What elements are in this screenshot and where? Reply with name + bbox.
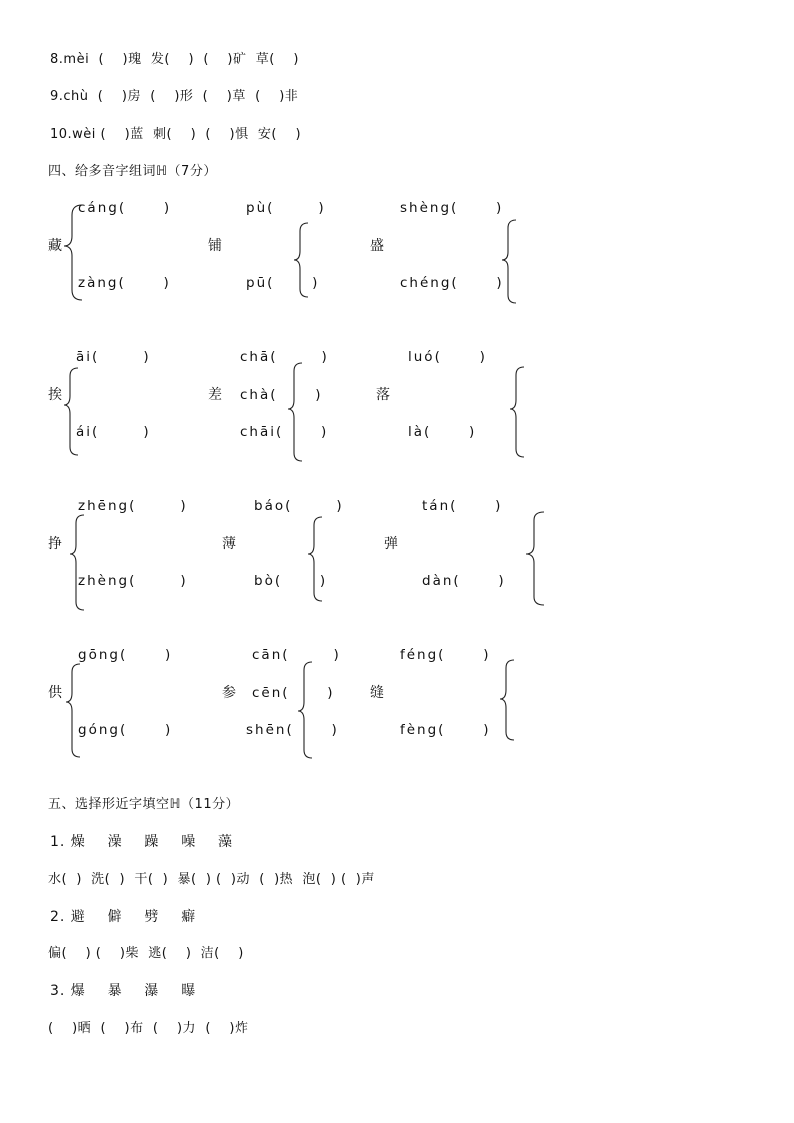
exercise-line-10: 10.wèi ( )蓝 刺( ) ( )惧 安( ) — [50, 127, 302, 142]
polyphone-char: 挣 — [48, 536, 63, 552]
pinyin-blank: pù( ) — [246, 200, 326, 216]
pinyin-blank: shēn( ) — [246, 722, 339, 738]
pinyin-blank: féng( ) — [400, 647, 491, 663]
pinyin-blank: gōng( ) — [78, 647, 173, 663]
polyphone-char: 铺 — [208, 238, 223, 254]
question-1-blanks: 水( ) 洗( ) 干( ) 暴( ) ( )动 ( )热 泡( ) ( )声 — [48, 872, 375, 887]
pinyin-blank: cáng( ) — [78, 200, 172, 216]
section-4-heading: 四、给多音字组词ℍ（7分） — [48, 164, 217, 179]
pinyin-blank: zhèng( ) — [78, 573, 188, 589]
pinyin-blank: zàng( ) — [78, 275, 171, 291]
pinyin-blank: zhēng( ) — [78, 498, 188, 514]
polyphone-char: 盛 — [370, 238, 385, 254]
polyphone-char: 参 — [222, 685, 237, 701]
pinyin-blank: bò( ) — [254, 573, 328, 589]
pinyin-blank: luó( ) — [408, 349, 487, 365]
polyphone-char: 缝 — [370, 685, 385, 701]
pinyin-blank: tán( ) — [422, 498, 503, 514]
polyphone-char: 薄 — [222, 536, 237, 552]
pinyin-blank: chéng( ) — [400, 275, 504, 291]
pinyin-blank: chāi( ) — [240, 424, 329, 440]
question-2-chars: 2. 避 僻 劈 癖 — [50, 909, 197, 925]
pinyin-blank: chà( ) — [240, 387, 323, 403]
polyphone-char: 供 — [48, 685, 63, 701]
polyphone-char: 落 — [376, 387, 391, 403]
pinyin-blank: chā( ) — [240, 349, 329, 365]
pinyin-blank: cēn( ) — [252, 685, 335, 701]
pinyin-blank: dàn( ) — [422, 573, 506, 589]
pinyin-blank: là( ) — [408, 424, 477, 440]
question-2-blanks: 偏( ) ( )柴 逃( ) 洁( ) — [48, 946, 244, 961]
question-3-chars: 3. 爆 暴 瀑 曝 — [50, 983, 197, 999]
pinyin-blank: cān( ) — [252, 647, 341, 663]
pinyin-blank: āi( ) — [76, 349, 151, 365]
section-5-heading: 五、选择形近字填空ℍ（11分） — [48, 797, 240, 812]
polyphone-char: 挨 — [48, 387, 63, 403]
pinyin-blank: shèng( ) — [400, 200, 504, 216]
exercise-line-8: 8.mèi ( )瑰 发( ) ( )矿 草( ) — [50, 52, 299, 67]
polyphone-char: 藏 — [48, 238, 63, 254]
pinyin-blank: báo( ) — [254, 498, 344, 514]
polyphone-char: 弹 — [384, 536, 399, 552]
polyphone-char: 差 — [208, 387, 223, 403]
question-3-blanks: ( )晒 ( )布 ( )力 ( )炸 — [48, 1021, 249, 1036]
question-1-chars: 1. 燥 澡 躁 噪 藻 — [50, 834, 234, 850]
pinyin-blank: góng( ) — [78, 722, 173, 738]
exercise-line-9: 9.chù ( )房 ( )形 ( )草 ( )非 — [50, 89, 299, 104]
pinyin-blank: fèng( ) — [400, 722, 491, 738]
pinyin-blank: pū( ) — [246, 275, 320, 291]
pinyin-blank: ái( ) — [76, 424, 151, 440]
